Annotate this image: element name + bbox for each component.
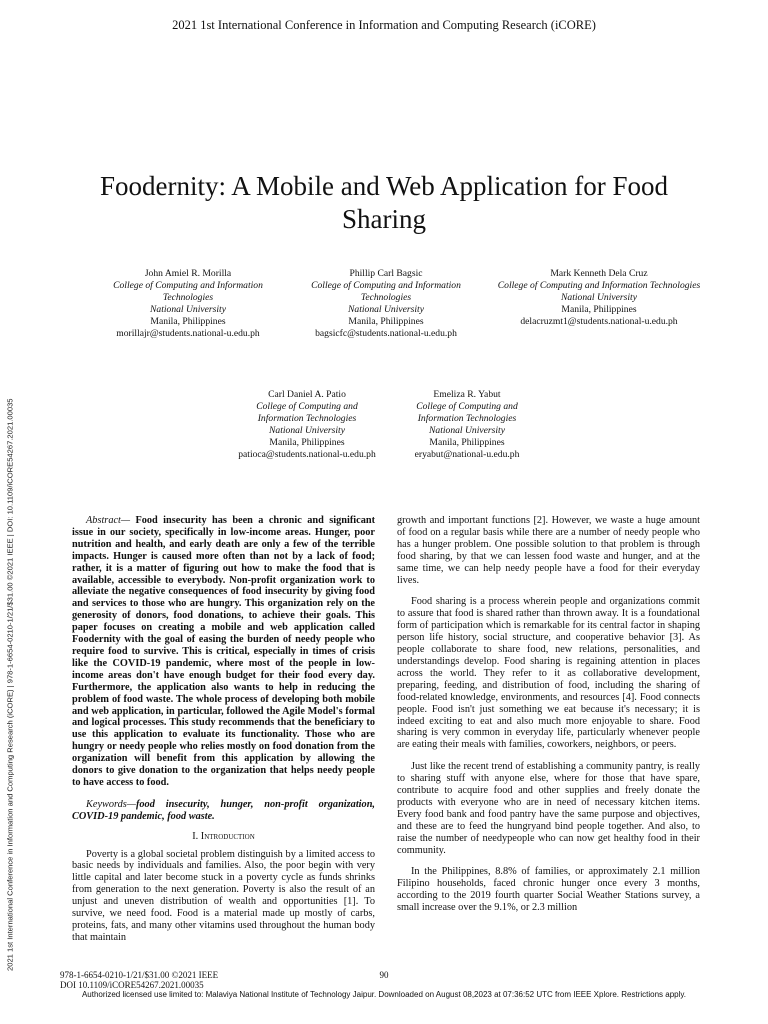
abstract-text: Food insecurity has been a chronic and significant issue in our society, specifically in low-income areas. Hunger, poor nutrition and health, and early death are only a few of the terrible impacts. Hunger is caused more often than not by a lack of food; rather, it is a matter of figuring out how to make the food that is available, accessible to everybody. Non-profit organization work to alleviate the negative consequences of food insecurity by giving food and services to those who are hungry. This organization rely on the generosity of donors, food donations, to achieve their goals. This paper focuses on creating a mobile and web application called Foodernity with the goal of easing the burden of needy people who require food to survive. This is critical, especially in times of crisis like the COVID-19 pandemic, where most of the people in low-income areas don't have enough budget for their food every day. Furthermore, the application also wants to help in reducing the problem of food waste. The whole process of developing both mobile and web application, in particular, followed the Agile Model's formal and logical processes. This study recommends that the beneficiary to use this application to evaluate its functionality. Those who are hungry or needy people who relies mostly on food donation from the organization will benefit from this application by allowing the donors to give donation to the organization that helps needy people to have access to food.	[72, 515, 375, 788]
author-university: National University	[150, 304, 226, 315]
intro-paragraph-1: Poverty is a global societal problem distinguish by a limited access to basic needs by individuals and families. Also, the poor begin with very little capital and later become stuck in a poverty cycle as funds shrinks from generation to the next generation. Poverty is also the result of an unjust and uneven distribution of wealth and opportunities [1]. To survive, we need food. Food is a material made up mostly of carbs, proteins, fats, and many other vitamins used throughout the human body that maintain	[72, 848, 375, 943]
author-affiliation: College of Computing and Information Technologies	[113, 280, 263, 303]
footer-isbn: 978-1-6654-0210-1/21/$31.00 ©2021 IEEE	[60, 970, 219, 980]
author-affiliation: College of Computing and Information Technologies	[497, 280, 701, 291]
right-column	[397, 515, 700, 914]
sidebar-citation-text: 2021 1st International Conference in Information and Computing Research (iCORE) | 978-1-6654-0210-1/21/$31.00 ©2021 IEEE | DOI: 10.1109/iCORE54267.2021.00035	[5, 398, 15, 971]
keywords-text: food insecurity, hunger, non-profit organization, COVID-19 pandemic, food waste.	[72, 798, 375, 822]
author-name: Emeliza R. Yabut	[433, 389, 501, 400]
author-block-4	[236, 389, 378, 461]
author-university: National University	[561, 292, 637, 303]
author-email[interactable]: morillajr@students.national-u.edu.ph	[116, 328, 260, 339]
author-affiliation: College of Computing and Information Technologies	[311, 280, 461, 303]
author-affiliation: College of Computing and Information Technologies	[256, 401, 358, 424]
license-notice: Authorized licensed use limited to: Malaviya National Institute of Technology Jaipur. Downloaded on August 08,2023 at 07:36:52 UTC from IEEE Xplore. Restrictions apply.	[81, 990, 687, 999]
author-block-3	[496, 268, 702, 328]
author-block-2	[288, 268, 484, 340]
section-heading	[72, 831, 375, 843]
conference-header: 2021 1st International Conference in Information and Computing Research (iCORE)	[172, 18, 596, 32]
keywords	[72, 799, 375, 823]
right-paragraph-4: In the Philippines, 8.8% of families, or approximately 2.1 million Filipino households, faced chronic hunger once every 3 months, according to the 2019 fourth quarter Social Weather Stations survey, a small increase over the 9.1%, or 2.3 million	[397, 866, 700, 914]
keywords-label: Keywords—	[86, 798, 136, 810]
footer-doi: DOI 10.1109/iCORE54267.2021.00035	[60, 980, 204, 990]
author-email[interactable]: bagsicfc@students.national-u.edu.ph	[315, 328, 457, 339]
author-university: National University	[429, 425, 505, 436]
section-title: Introduction	[200, 830, 255, 842]
author-university: National University	[348, 304, 424, 315]
author-email[interactable]: patioca@students.national-u.edu.ph	[238, 449, 376, 460]
author-email[interactable]: delacruzmt1@students.national-u.edu.ph	[520, 316, 678, 327]
author-location: Manila, Philippines	[348, 316, 424, 327]
author-location: Manila, Philippines	[150, 316, 226, 327]
author-block-5	[398, 389, 536, 461]
abstract	[72, 515, 375, 789]
author-email[interactable]: eryabut@national-u.edu.ph	[414, 449, 520, 460]
section-number: I.	[192, 830, 199, 842]
author-location: Manila, Philippines	[561, 304, 637, 315]
paper-title: Foodernity: A Mobile and Web Application for Food Sharing	[99, 171, 669, 234]
right-paragraph-3: Just like the recent trend of establishing a community pantry, is really to sharing stuff with anyone else, where for those that have spare, contribute to acquire food and other supplies and freely donate the products with everyone who are in need of necessary kitchen items. Every food bank and food pantry have the same purpose and objectives, and these are to feed the hungryand bind people together. And also, to raise the number of needypeople who can now get healthy food in their community.	[397, 761, 700, 856]
author-block-1	[88, 268, 288, 340]
author-location: Manila, Philippines	[429, 437, 505, 448]
author-name: John Amiel R. Morilla	[144, 268, 232, 279]
abstract-label: Abstract—	[86, 515, 131, 526]
author-university: National University	[269, 425, 345, 436]
author-name: Mark Kenneth Dela Cruz	[550, 268, 648, 279]
left-column	[72, 515, 375, 944]
sidebar-citation	[3, 280, 17, 980]
right-paragraph-2: Food sharing is a process wherein people and organizations commit to assure that food is shared rather than thrown away. It is a foundational form of participation which is remarkable for its central factor in shaping person life history, social structure, and cooperative behavior [3]. As people collaborate to share food, new relations, personalities, and understandings develop. Food sharing is regaining attention in places across the world. They refer to it as collaborative development, preparing, feeding, and distribution of food, including the sharing of food-related knowledge, environments, and resources [4]. Food connects people. Food isn't just something we eat because it's necessary; it is indeed exciting to eat and also much more enjoyable to share. Food sharing is very common in everyday life, particularly whenever people are eating their meals with families, coworkers, neighbors, or peers.	[397, 596, 700, 751]
author-name: Phillip Carl Bagsic	[349, 268, 423, 279]
author-name: Carl Daniel A. Patio	[268, 389, 346, 400]
author-location: Manila, Philippines	[269, 437, 345, 448]
page-number: 90	[379, 970, 389, 980]
author-affiliation: College of Computing and Information Technologies	[416, 401, 518, 424]
right-paragraph-1: growth and important functions [2]. However, we waste a huge amount of food on a regular basis while there are a number of needy people who has a hunger problem. One possible solution to that problem is through food sharing, by that we can lessen food waste and hunger, and at the same time, we can help needy people have a food for their everyday lives.	[397, 515, 700, 586]
